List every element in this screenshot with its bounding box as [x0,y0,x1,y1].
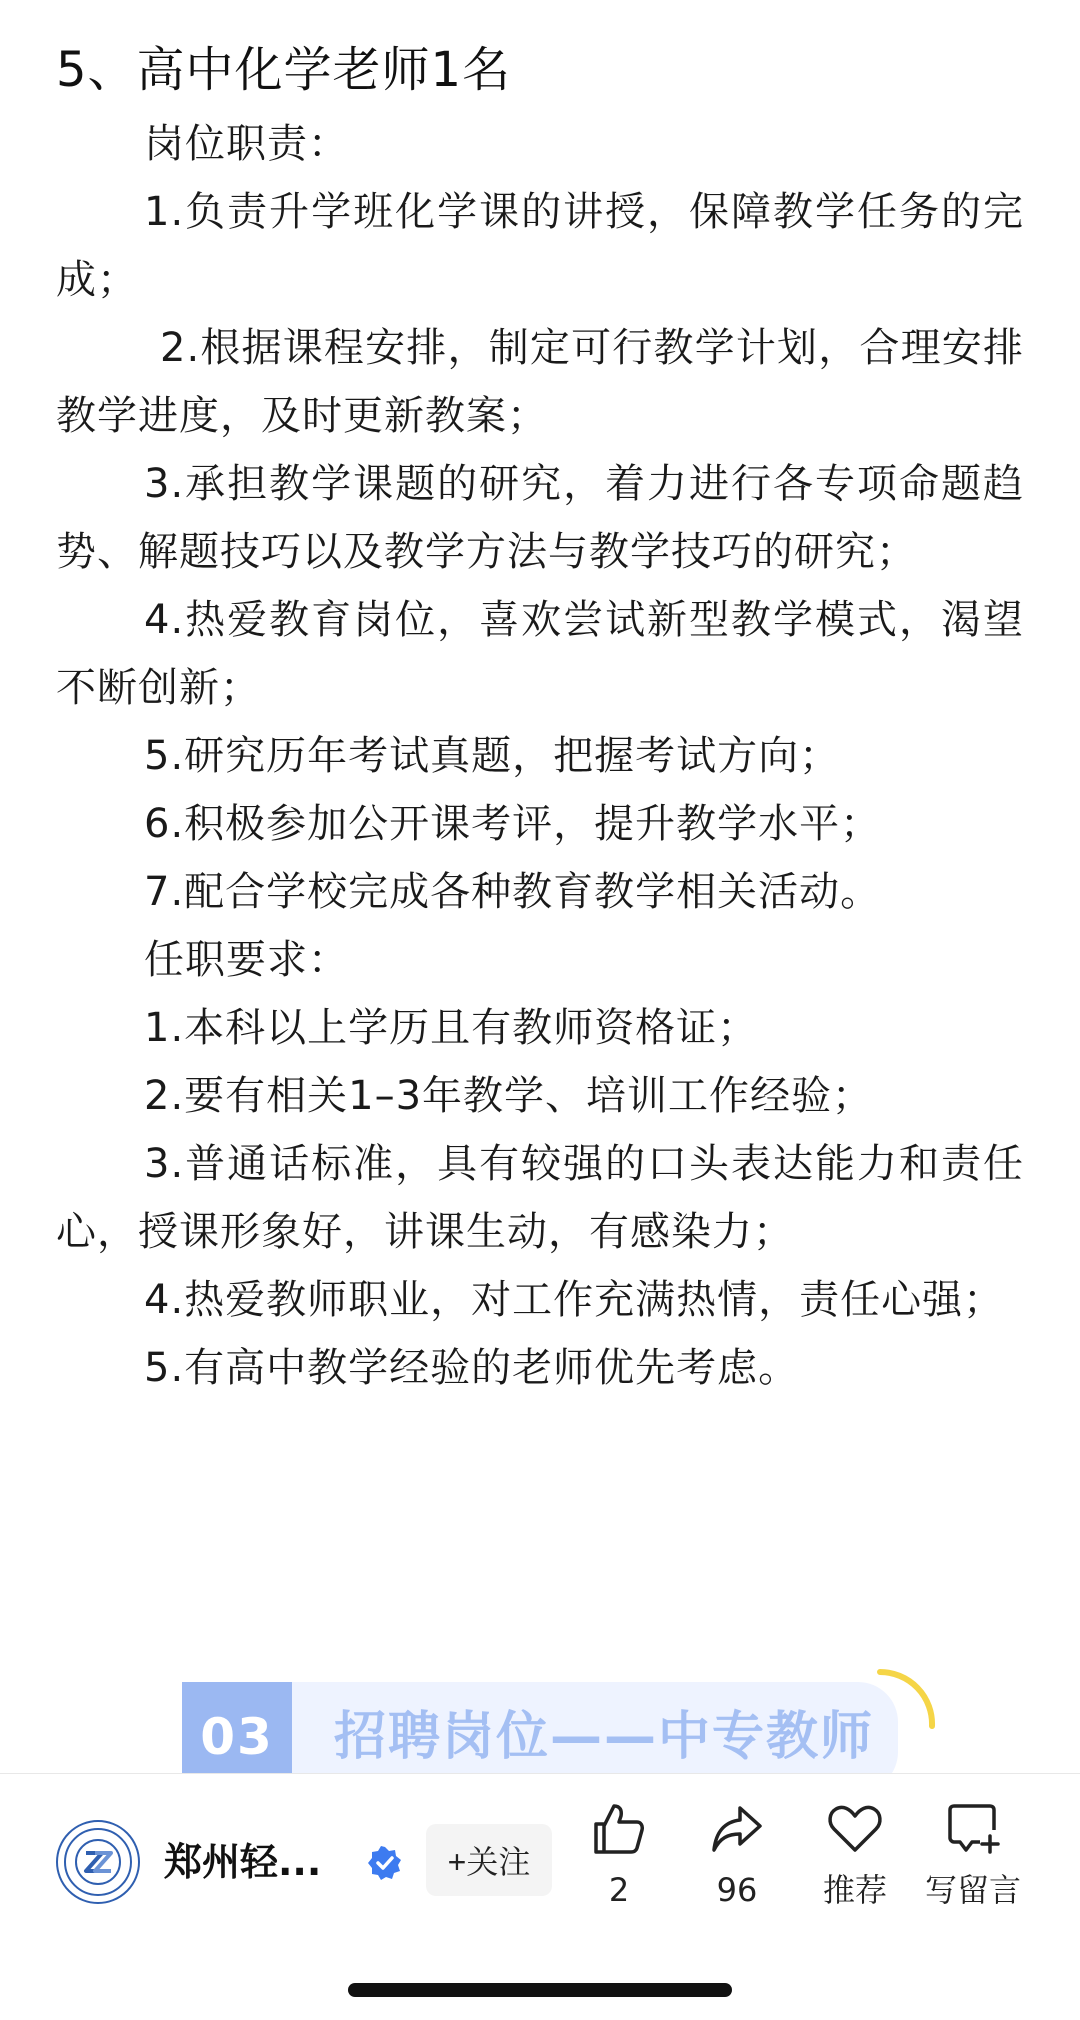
banner-number: 03 [182,1682,292,1792]
paragraph-requirement-2: 2.要有相关1–3年教学、培训工作经验； [144,1073,874,1119]
paragraph-duty-3: 3.承担教学课题的研究，着力进行各专项命题趋势、解题技巧以及教学方法与教学技巧的研究； [56,461,1024,575]
paragraph-duty-2: 2.根据课程安排，制定可行教学计划，合理安排教学进度，及时更新教案； [56,325,1024,439]
like-button[interactable] [564,1800,674,1912]
like-count: 2 [608,1871,630,1909]
paragraph-requirement-1: 1.本科以上学历且有教师资格证； [144,1005,759,1051]
paragraph-duty-4: 4.热爱教育岗位，喜欢尝试新型教学模式，渴望不断创新； [56,597,1024,711]
comment-label: 写留言 [924,1871,1021,1909]
banner-title: 招聘岗位——中专教师 [334,1707,875,1767]
thumbs-up-icon [590,1800,648,1858]
section-title: 5、高中化学老师1名 [56,42,512,98]
paragraph-duty-6: 6.积极参加公开课考评，提升教学水平； [144,801,882,847]
home-indicator[interactable] [348,1983,732,1997]
paragraph-duty-7: 7.配合学校完成各种教育教学相关活动。 [144,869,882,915]
share-arrow-icon [708,1800,766,1858]
comment-button[interactable] [918,1800,1028,1912]
decorative-arc-icon [870,1664,942,1736]
article-body [56,30,1024,1670]
account-name[interactable]: 郑州轻... [164,1840,322,1884]
recommend-label: 推荐 [822,1871,887,1909]
paragraph-duties-heading: 岗位职责： [144,121,349,167]
paragraph-requirement-5: 5.有高中教学经验的老师优先考虑。 [144,1345,800,1391]
paragraph-requirement-4: 4.热爱教师职业，对工作充满热情，责任心强； [144,1277,1005,1323]
follow-button[interactable]: +关注 [426,1824,552,1896]
paragraph-requirement-3: 3.普通话标准，具有较强的口头表达能力和责任心，授课形象好，讲课生动，有感染力； [56,1141,1024,1255]
paragraph-requirements-heading: 任职要求： [144,937,349,983]
paragraph-duty-5: 5.研究历年考试真题，把握考试方向； [144,733,841,779]
school-logo-icon[interactable] [56,1820,140,1904]
heart-icon [826,1800,884,1858]
verified-badge-icon [368,1846,402,1880]
share-button[interactable] [682,1800,792,1912]
comment-add-icon [944,1800,1002,1858]
paragraph-duty-1: 1.负责升学班化学课的讲授，保障教学任务的完成； [56,189,1024,303]
share-count: 96 [716,1871,758,1909]
recommend-button[interactable] [800,1800,910,1912]
